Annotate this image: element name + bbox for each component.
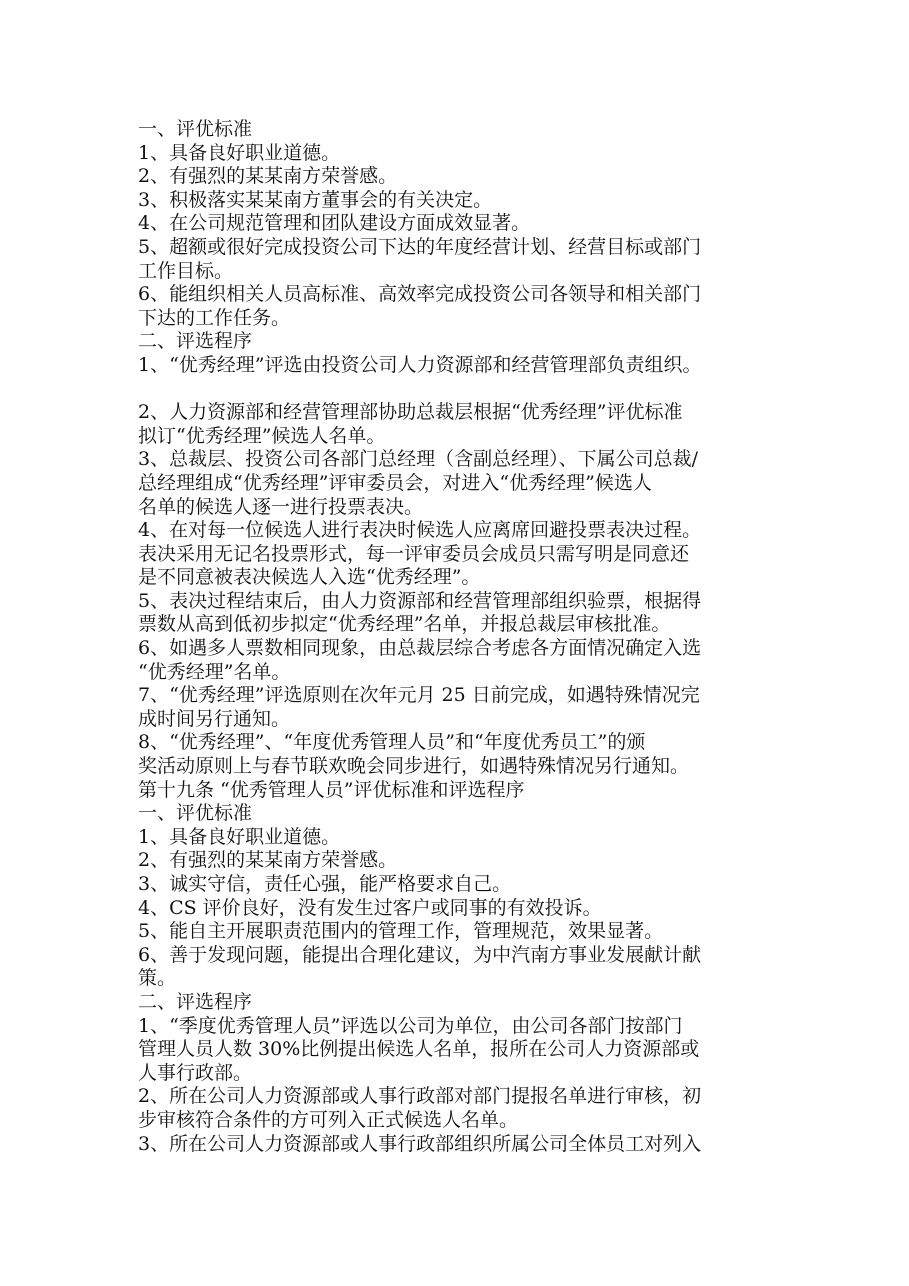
text-line: 2、人力资源部和经营管理部协助总裁层根据“优秀经理”评优标准 bbox=[138, 401, 683, 424]
text-line: 二、评选程序 bbox=[138, 990, 253, 1013]
text-line: 2、有强烈的某某南方荣誉感。 bbox=[138, 165, 398, 188]
text-line: 管理人员人数 30%比例提出候选人名单，报所在公司人力资源部或 bbox=[138, 1038, 700, 1061]
text-line: 成时间另行通知。 bbox=[138, 707, 291, 730]
blank-line bbox=[138, 378, 908, 402]
text-line: 3、诚实守信，责任心强，能严格要求自己。 bbox=[138, 873, 512, 895]
text-line: 2、所在公司人力资源部或人事行政部对部门提报名单进行审核，初 bbox=[138, 1085, 702, 1108]
text-line: 1、具备良好职业道德。 bbox=[138, 825, 341, 848]
text-line: 人事行政部。 bbox=[138, 1061, 253, 1084]
text-line: 5、能自主开展职责范围内的管理工作，管理规范，效果显著。 bbox=[138, 920, 664, 943]
text-line: 是不同意被表决候选人入选“优秀经理”。 bbox=[138, 566, 481, 589]
document-body bbox=[138, 118, 908, 1156]
text-line: “优秀经理”名单。 bbox=[138, 660, 291, 683]
text-line: 8、“优秀经理”、“年度优秀管理人员”和“年度优秀员工”的颁 bbox=[138, 731, 646, 754]
text-line: 1、“季度优秀管理人员”评选以公司为单位，由公司各部门按部门 bbox=[138, 1014, 683, 1037]
text-line: 3、总裁层、投资公司各部门总经理（含副总经理）、下属公司总裁/ bbox=[138, 448, 698, 471]
text-line: 5、表决过程结束后，由人力资源部和经营管理部组织验票，根据得 bbox=[138, 589, 702, 612]
text-line: 6、如遇多人票数相同现象，由总裁层综合考虑各方面情况确定入选 bbox=[138, 637, 702, 660]
text-line: 3、积极落实某某南方董事会的有关决定。 bbox=[138, 188, 493, 211]
text-line: 策。 bbox=[138, 967, 177, 990]
section-heading: 第十九条 “优秀管理人员”评优标准和评选程序 bbox=[138, 778, 525, 801]
text-line: 下达的工作任务。 bbox=[138, 306, 291, 329]
text-line: 4、在对每一位候选人进行表决时候选人应离席回避投票表决过程。 bbox=[138, 519, 702, 542]
text-line: 3、所在公司人力资源部或人事行政部组织所属公司全体员工对列入 bbox=[138, 1132, 702, 1155]
text-line: 4、在公司规范管理和团队建设方面成效显著。 bbox=[138, 212, 531, 235]
text-line: 1、“优秀经理”评选由投资公司人力资源部和经营管理部负责组织。 bbox=[138, 353, 702, 376]
text-line: 4、CS 评价良好，没有发生过客户或同事的有效投诉。 bbox=[138, 896, 602, 919]
text-line: 奖活动原则上与春节联欢晚会同步进行，如遇特殊情况另行通知。 bbox=[138, 755, 690, 778]
text-line: 二、评选程序 bbox=[138, 330, 253, 353]
text-line: 总经理组成“优秀经理”评审委员会，对进入“优秀经理”候选人 bbox=[138, 471, 652, 494]
text-line: 票数从高到低初步拟定“优秀经理”名单，并报总裁层审核批准。 bbox=[138, 613, 671, 636]
text-line: 步审核符合条件的方可列入正式候选人名单。 bbox=[138, 1108, 519, 1131]
text-line: 2、有强烈的某某南方荣誉感。 bbox=[138, 849, 398, 872]
text-line: 表决采用无记名投票形式，每一评审委员会成员只需写明是同意还 bbox=[138, 542, 690, 565]
text-line: 一、评优标准 bbox=[138, 802, 253, 825]
text-line: 6、能组织相关人员高标准、高效率完成投资公司各领导和相关部门 bbox=[138, 283, 702, 306]
text-line: 名单的候选人逐一进行投票表决。 bbox=[138, 495, 424, 518]
text-line: 工作目标。 bbox=[138, 259, 234, 282]
text-line: 5、超额或很好完成投资公司下达的年度经营计划、经营目标或部门 bbox=[138, 235, 702, 258]
text-line: 拟订“优秀经理”候选人名单。 bbox=[138, 424, 386, 447]
text-line: 7、“优秀经理”评选原则在次年元月 25 日前完成，如遇特殊情况完 bbox=[138, 684, 700, 707]
text-line: 1、具备良好职业道德。 bbox=[138, 141, 341, 164]
text-line: 一、评优标准 bbox=[138, 118, 253, 140]
text-line: 6、善于发现问题，能提出合理化建议，为中汽南方事业发展献计献 bbox=[138, 943, 702, 966]
